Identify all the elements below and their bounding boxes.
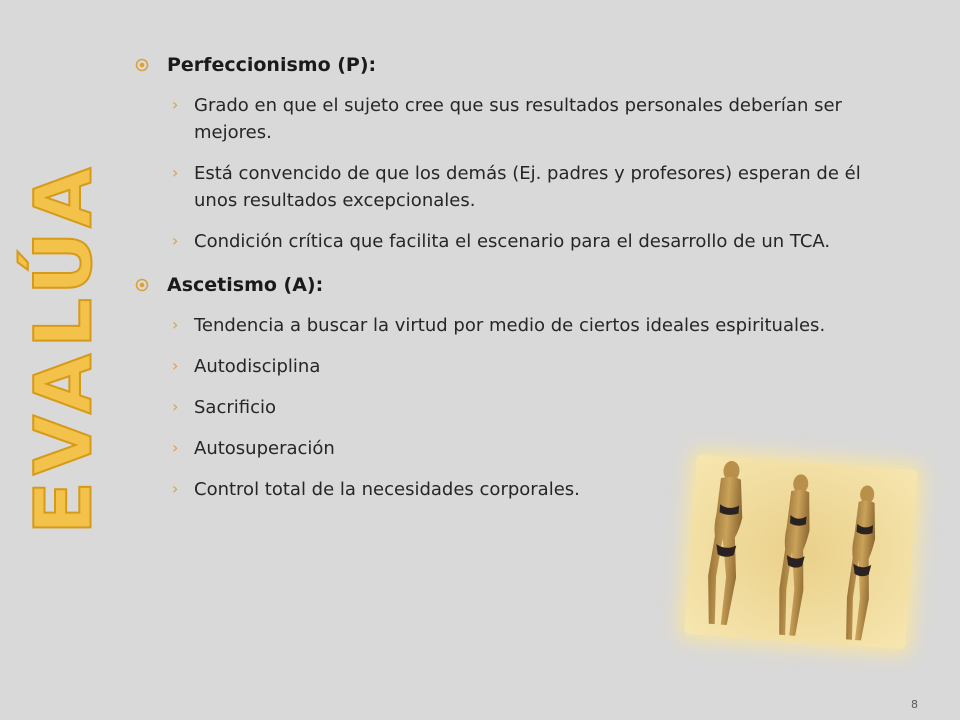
list-item <box>172 312 895 339</box>
chevron-right-icon: › <box>172 163 179 182</box>
chevron-right-icon: › <box>172 95 179 114</box>
list-item <box>172 353 895 380</box>
figures-photo <box>684 454 918 649</box>
section-heading: Ascetismo (A): <box>167 274 324 296</box>
chevron-right-icon: › <box>172 315 179 334</box>
content-area <box>135 52 895 503</box>
list-item <box>172 435 895 462</box>
chevron-right-icon: › <box>172 231 179 250</box>
list-item-text: Está convencido de que los demás (Ej. padres y profesores) esperan de él unos resultados excepcionales. <box>194 163 861 211</box>
side-title <box>19 161 110 534</box>
list-item-text: Condición crítica que facilita el escenario para el desarrollo de un TCA. <box>194 231 831 252</box>
list-item-text: Tendencia a buscar la virtud por medio de ciertos ideales espirituales. <box>194 315 826 336</box>
section-heading-row <box>135 272 895 298</box>
section-heading: Perfeccionismo (P): <box>167 54 377 76</box>
section-heading-row <box>135 52 895 78</box>
page-number: 8 <box>911 698 918 711</box>
list-item <box>172 92 895 146</box>
list-item <box>172 228 895 255</box>
chevron-right-icon: › <box>172 438 179 457</box>
chevron-right-icon: › <box>172 356 179 375</box>
circle-target-icon <box>135 58 149 72</box>
list-item-text: Grado en que el sujeto cree que sus resultados personales deberían ser mejores. <box>194 95 842 143</box>
list-item-text: Control total de la necesidades corporales. <box>194 479 580 500</box>
list-item <box>172 160 895 214</box>
list-item <box>172 394 895 421</box>
chevron-right-icon: › <box>172 479 179 498</box>
list-item-text: Autosuperación <box>194 438 335 459</box>
circle-target-icon <box>135 278 149 292</box>
chevron-right-icon: › <box>172 397 179 416</box>
section-perfeccionismo <box>135 52 895 255</box>
side-title-text: EVALÚA <box>19 161 110 534</box>
list-item-text: Autodisciplina <box>194 356 321 377</box>
list-item-text: Sacrificio <box>194 397 277 418</box>
